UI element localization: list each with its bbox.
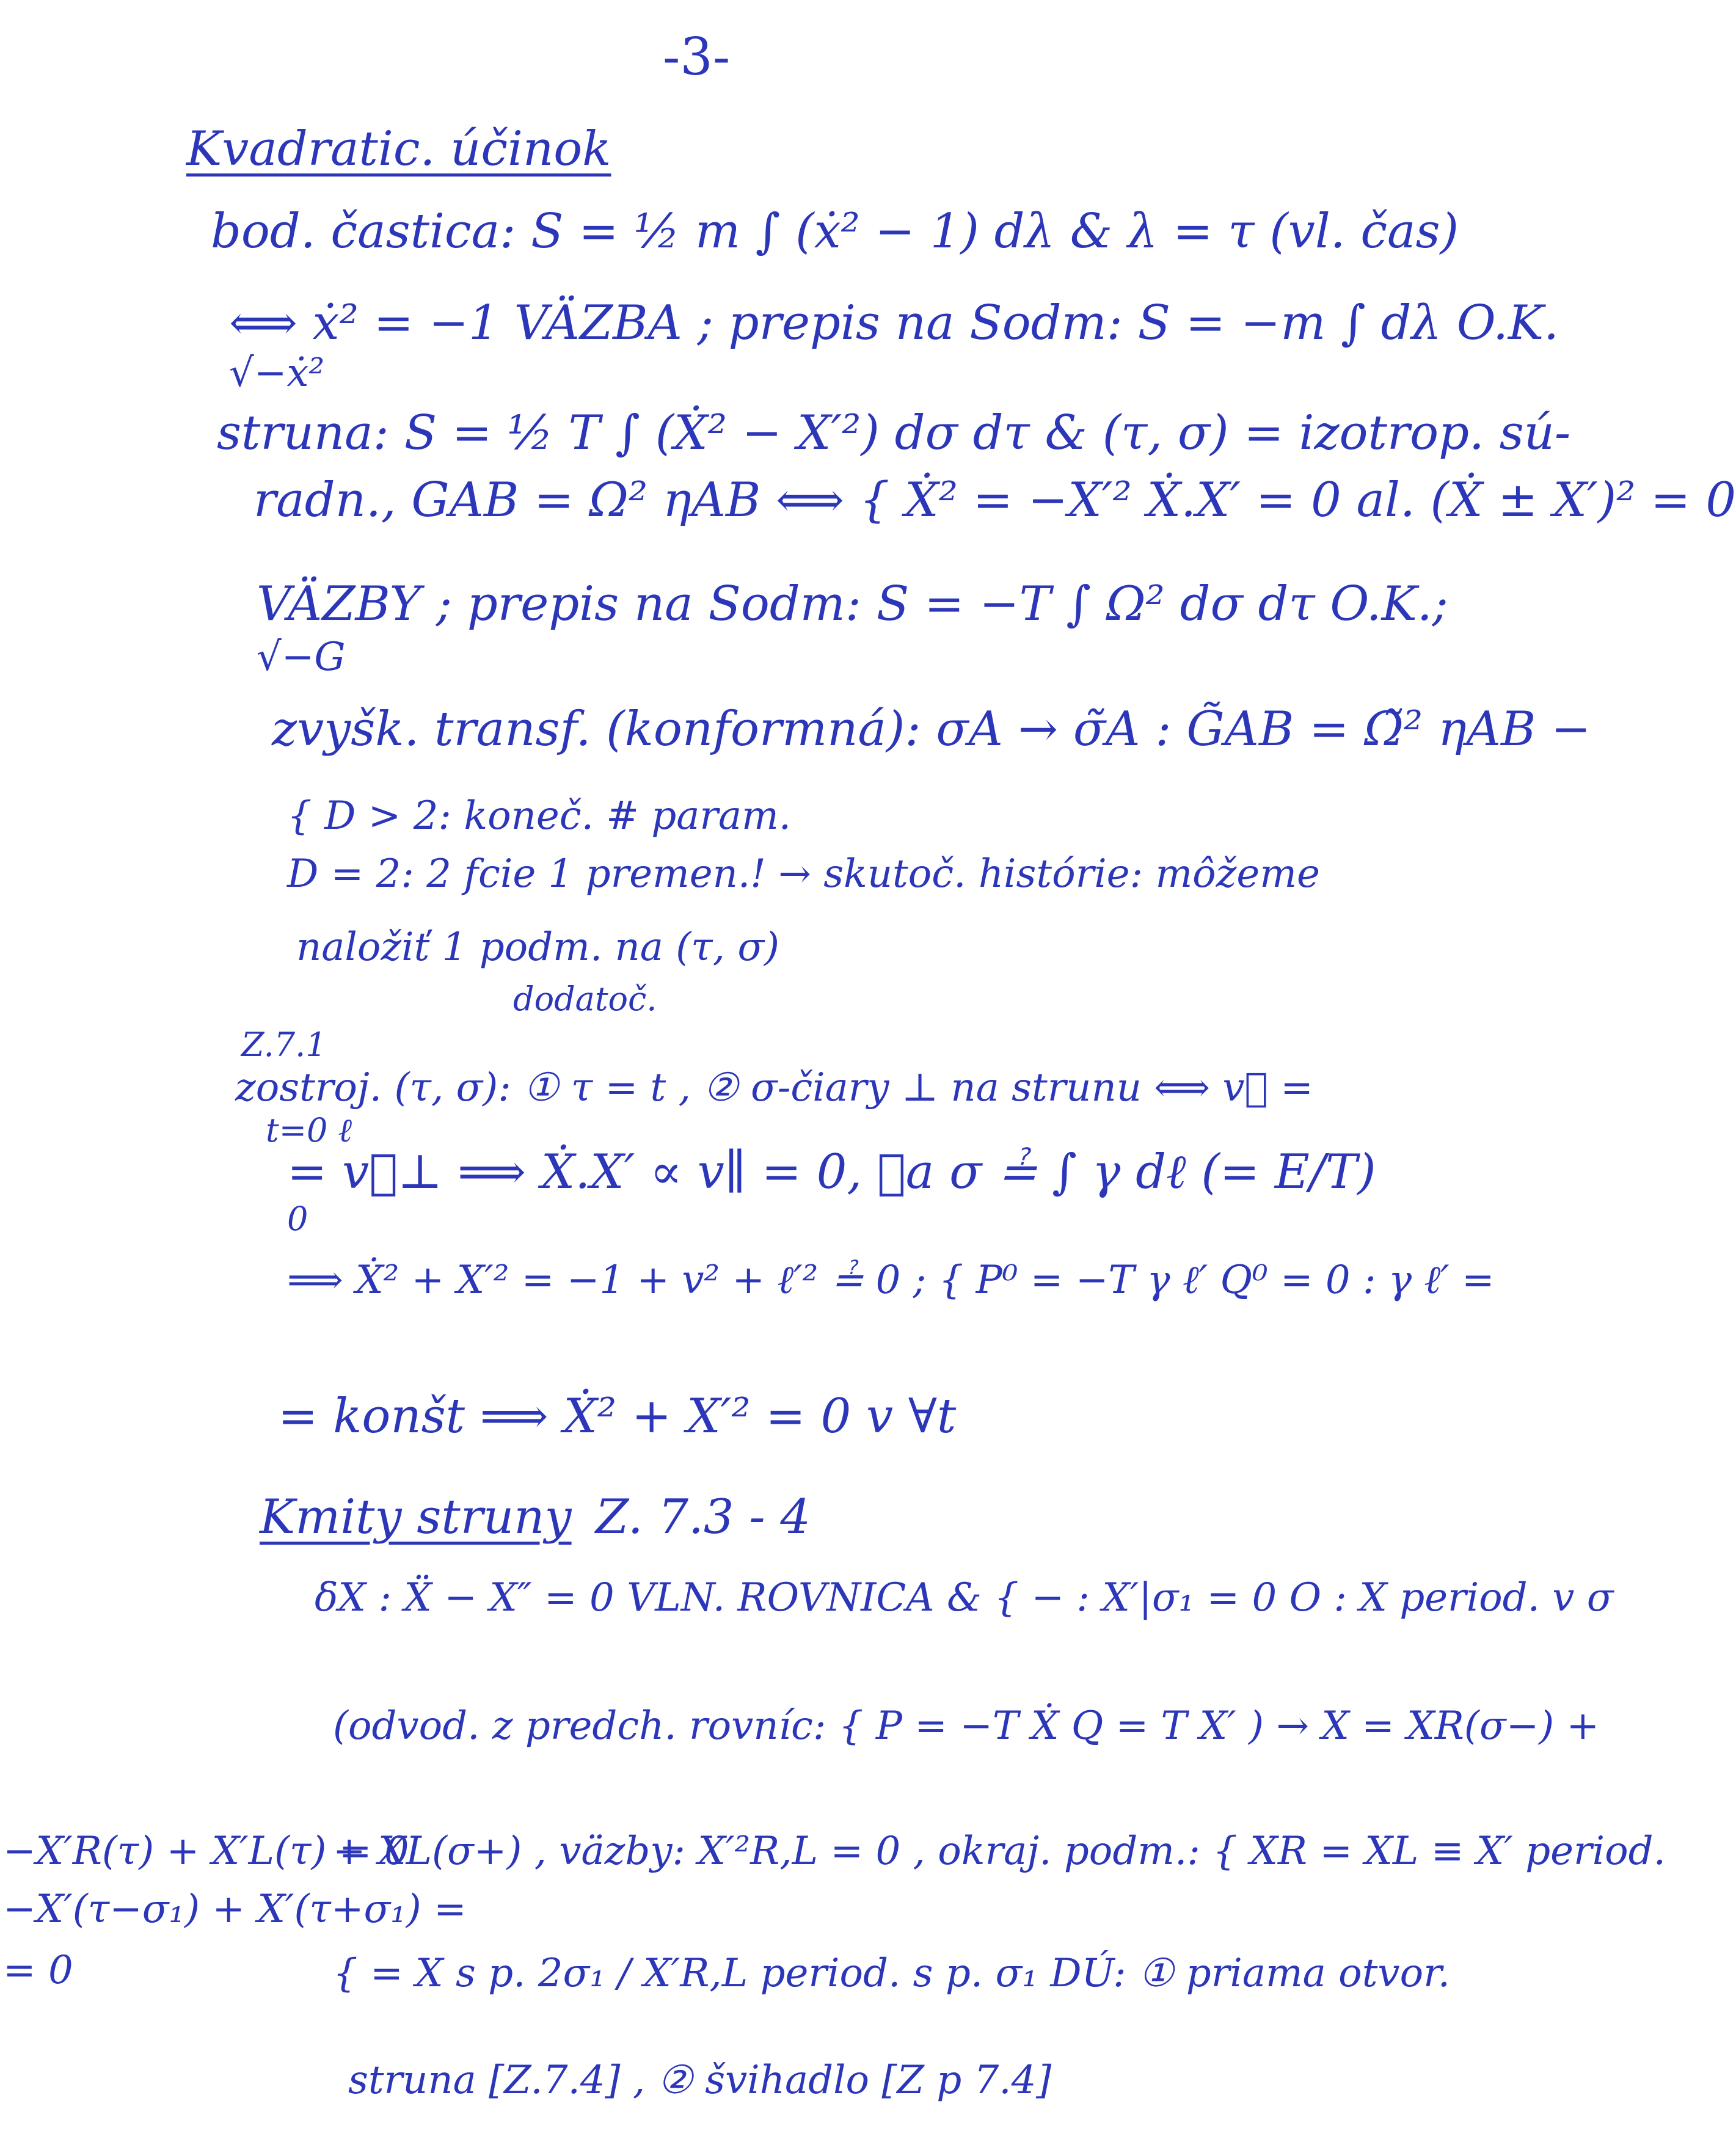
text-line: (odvod. z predch. rovníc: { P = −T Ẋ Q = T X′ ) → X = XR(σ−) +	[333, 1703, 1600, 1749]
text-line: ⟹ Ẋ² + X′² = −1 + v² + ℓ′² ≟ 0 ; { P⁰ = −T γ ℓ′ Q⁰ = 0 : γ ℓ′ =	[287, 1258, 1495, 1303]
margin-note: = 0	[3, 1948, 73, 1993]
text-line: { = X s p. 2σ₁ / X′R,L period. s p. σ₁ DÚ: ① priama otvor.	[333, 1951, 1450, 1996]
text-line: zostroj. (τ, σ): ① τ = t , ② σ-čiary ⊥ na strunu ⟺ v⃗ =	[235, 1065, 1313, 1110]
task-ref: Z.7.1	[241, 1025, 327, 1064]
text-line: struna: S = ½ T ∫ (Ẋ² − X′²) dσ dτ & (τ, σ) = izotrop. sú-	[217, 406, 1571, 461]
text-line: = v⃗⊥ ⟹ Ẋ.X′ ∝ v∥ = 0, ②a σ ≟ ∫ γ dℓ (= E/T)	[287, 1145, 1376, 1200]
text-line: ⟺ ẋ² = −1 VÄZBA ; prepis na Sodm: S = −m ∫ dλ O.K.	[229, 296, 1559, 351]
text-line: struna [Z.7.4] , ② švihadlo [Z p 7.4]	[348, 2058, 1052, 2103]
text-line: naložiť 1 podm. na (τ, σ)	[296, 925, 779, 970]
text-line: dodatoč.	[513, 980, 657, 1018]
text-line: D = 2: 2 fcie 1 premen.! → skutoč. histórie: môžeme	[287, 851, 1320, 897]
margin-note: −X′(τ−σ₁) + X′(τ+σ₁) =	[3, 1887, 467, 1932]
text-line: δX : Ẍ − X″ = 0 VLN. ROVNICA & { − : X′|σ₁ = 0 O : X period. v σ	[315, 1575, 1614, 1620]
text-line: = konšt ⟹ Ẋ² + X′² = 0 v ∀t	[278, 1389, 957, 1444]
text-line: √−ẋ²	[229, 351, 325, 396]
text-line: 0	[287, 1200, 308, 1238]
margin-note: −X′R(τ) + X′L(τ) = 0	[3, 1829, 409, 1874]
text-line: √−G	[257, 635, 346, 680]
text-line: t=0 ℓ	[266, 1111, 352, 1149]
page-number: -3-	[663, 27, 731, 87]
text-line: zvyšk. transf. (konformná): σA → σ̃A : G̃AB = Ω̃² ηAB −	[272, 702, 1591, 757]
section-heading: Kmity struny	[260, 1490, 572, 1545]
text-line: radn., GAB = Ω² ηAB ⟺ { Ẋ² = −X′² Ẋ.X′ = 0 al. (Ẋ ± X′)² = 0	[253, 473, 1736, 528]
text-line: + XL(σ+) , väzby: X′²R,L = 0 , okraj. podm.: { XR = XL ≡ X′ period.	[333, 1829, 1666, 1874]
section-heading: Kvadratic. účinok	[186, 122, 611, 177]
text-line: bod. častica: S = ½ m ∫ (ẋ² − 1) dλ & λ = τ (vl. čas)	[211, 204, 1459, 259]
task-ref: Z. 7.3 - 4	[596, 1490, 811, 1545]
text-line: { D > 2: koneč. # param.	[287, 793, 792, 839]
text-line: VÄZBY ; prepis na Sodm: S = −T ∫ Ω² dσ dτ O.K.;	[257, 577, 1448, 632]
